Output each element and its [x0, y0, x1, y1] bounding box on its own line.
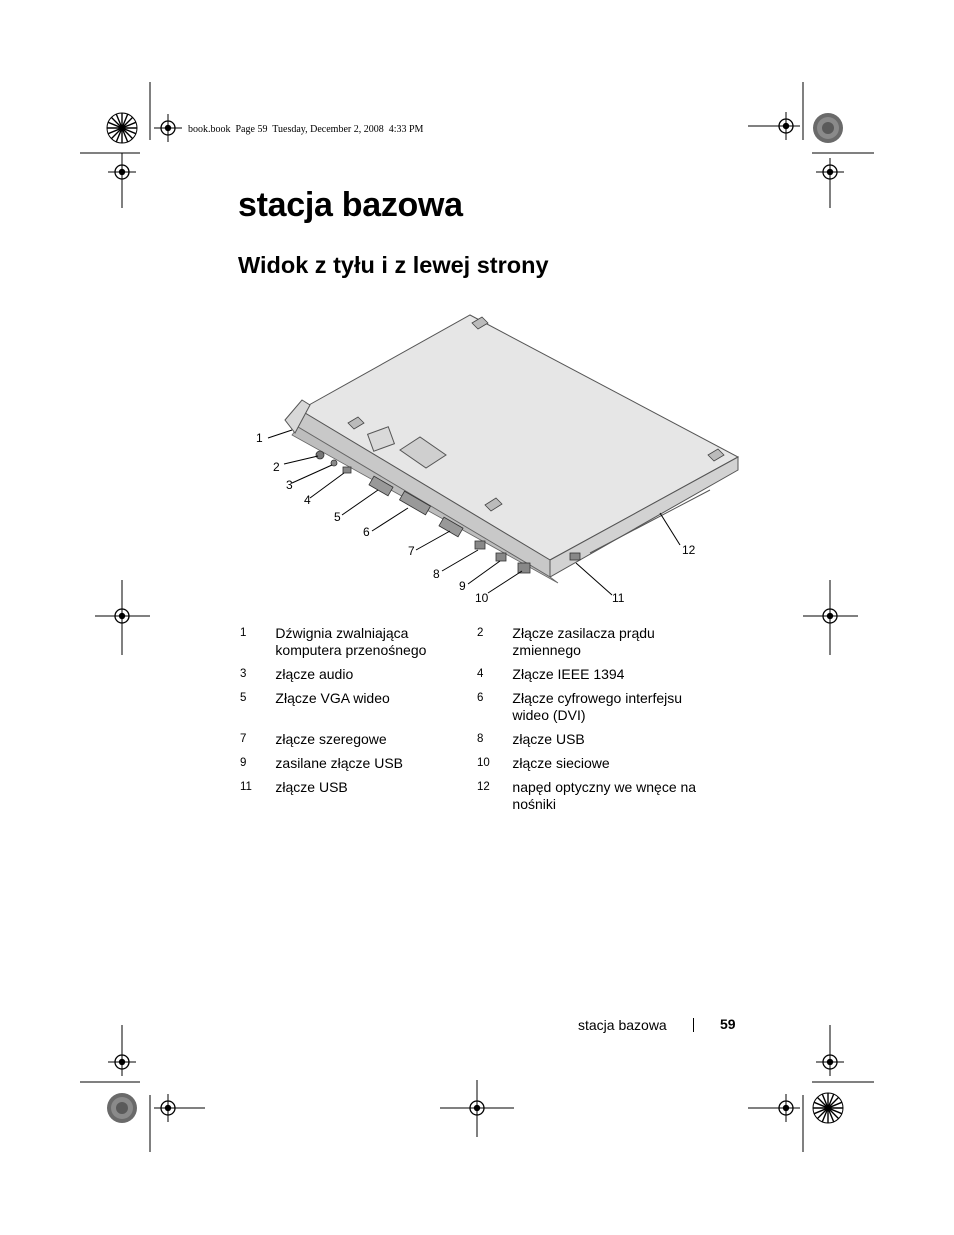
legend-item — [240, 731, 477, 748]
legend-label: napęd optyczny we wnęce na nośniki — [512, 779, 697, 812]
callout-11: 11 — [612, 591, 625, 605]
callout-4: 4 — [304, 493, 311, 507]
footer-section-name: stacja bazowa — [578, 1017, 667, 1033]
legend-number: 2 — [477, 627, 484, 639]
legend-label: Złącze IEEE 1394 — [512, 666, 625, 682]
footer-divider — [693, 1018, 694, 1032]
legend-row — [240, 779, 740, 813]
legend-item — [477, 690, 714, 724]
callout-2: 2 — [273, 460, 280, 474]
legend-number: 10 — [477, 757, 490, 769]
page-number: 59 — [720, 1016, 736, 1032]
legend-label: złącze USB — [275, 779, 348, 795]
legend-row — [240, 666, 740, 683]
legend-number: 11 — [240, 781, 252, 793]
legend-number: 9 — [240, 757, 247, 769]
legend-item — [240, 755, 477, 772]
legend-label: Złącze VGA wideo — [275, 690, 390, 706]
callout-5: 5 — [334, 510, 341, 524]
print-header: book.book Page 59 Tuesday, December 2, 2008 4:33 PM — [188, 124, 424, 135]
callout-6: 6 — [363, 525, 370, 539]
legend-number: 12 — [477, 781, 490, 793]
legend-row — [240, 755, 740, 772]
legend-item — [240, 690, 477, 724]
legend-number: 7 — [240, 733, 247, 745]
legend-item — [240, 666, 477, 683]
callout-7: 7 — [408, 544, 415, 558]
legend-item — [477, 779, 714, 813]
legend-number: 8 — [477, 733, 484, 745]
legend-label: Złącze zasilacza prądu zmiennego — [512, 625, 655, 658]
docking-station-drawing — [268, 315, 738, 595]
legend-label: złącze USB — [512, 731, 585, 747]
legend-item — [240, 779, 477, 813]
docking-station-illustration — [240, 305, 740, 615]
callout-legend — [240, 625, 740, 820]
legend-row — [240, 690, 740, 724]
legend-item — [240, 625, 477, 659]
legend-label: złącze szeregowe — [275, 731, 387, 747]
legend-label: Dźwignia zwalniająca komputera przenośnego — [275, 625, 427, 658]
callout-12: 12 — [682, 543, 696, 557]
chapter-title: stacja bazowa — [238, 186, 463, 224]
legend-number: 4 — [477, 668, 484, 680]
legend-row — [240, 625, 740, 659]
callout-8: 8 — [433, 567, 440, 581]
legend-number: 3 — [240, 668, 247, 680]
legend-label: zasilane złącze USB — [275, 755, 404, 771]
callout-3: 3 — [286, 478, 293, 492]
callout-10: 10 — [475, 591, 489, 605]
legend-label: Złącze cyfrowego interfejsu wideo (DVI) — [512, 690, 683, 723]
section-title: Widok z tyłu i z lewej strony — [238, 252, 549, 278]
legend-label: złącze audio — [275, 666, 354, 682]
legend-label: złącze sieciowe — [512, 755, 610, 771]
legend-number: 1 — [240, 627, 247, 639]
legend-item — [477, 666, 714, 683]
callout-9: 9 — [459, 579, 466, 593]
legend-item — [477, 625, 714, 659]
legend-row — [240, 731, 740, 748]
legend-number: 5 — [240, 692, 247, 704]
legend-number: 6 — [477, 692, 484, 704]
legend-item — [477, 731, 714, 748]
callout-1: 1 — [256, 431, 263, 445]
legend-item — [477, 755, 714, 772]
